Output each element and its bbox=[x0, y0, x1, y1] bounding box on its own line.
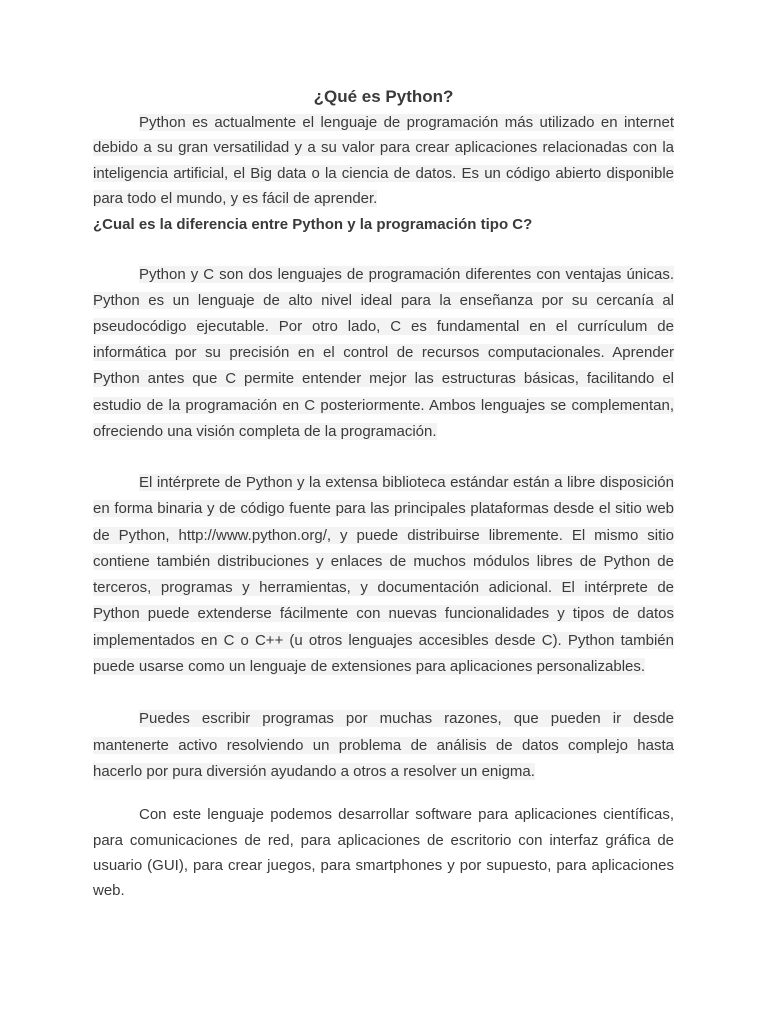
paragraph-interpreter bbox=[93, 470, 674, 680]
document-page bbox=[93, 84, 674, 904]
paragraph-reasons bbox=[93, 706, 674, 785]
paragraph-text: Puedes escribir programas por muchas razones, que pueden ir desde mantenerte activo resolviendo un problema de análisis de datos complejo hasta hacerlo por pura diversión ayudando a otros a resolver un enigma. bbox=[93, 710, 674, 780]
paragraph-text: El intérprete de Python y la extensa biblioteca estándar están a libre disposición en forma binaria y de código fuente para las principales plataformas desde el sitio web de Python, http://www.python.org/, y puede distribuirse libremente. El mismo sitio contiene también distribuciones y enlaces de muchos módulos libres de Python de terceros, programas y herramientas, y documentación adicional. El intérprete de Python puede extenderse fácilmente con nuevas funcionalidades y tipos de datos implementados en C o C++ (u otros lenguajes accesibles desde C). Python también puede usarse como un lenguaje de extensiones para aplicaciones personalizables. bbox=[93, 474, 674, 675]
paragraph-python-vs-c bbox=[93, 262, 674, 445]
intro-text: Python es actualmente el lenguaje de programación más utilizado en internet debido a su gran versatilidad y a su valor para crear aplicaciones relacionadas con la inteligencia artificial, el Big data o la ciencia de datos. Es un código abierto disponible para todo el mundo, y es fácil de aprender. bbox=[93, 114, 674, 208]
paragraph-applications bbox=[93, 802, 674, 903]
section-subheading: ¿Cual es la diferencia entre Python y la programación tipo C? bbox=[93, 215, 533, 233]
paragraph-text: Con este lenguaje podemos desarrollar software para aplicaciones científicas, para comunicaciones de red, para aplicaciones de escritorio con interfaz gráfica de usuario (GUI), para crear juegos, para smartphones y por supuesto, para aplicaciones web. bbox=[93, 806, 674, 900]
intro-paragraph bbox=[93, 110, 674, 212]
paragraph-text: Python y C son dos lenguajes de programación diferentes con ventajas únicas. Python es un lenguaje de alto nivel ideal para la enseñanza por su cercanía al pseudocódigo ejecutable. Por otro lado, C es fundamental en el currículum de informática por su precisión en el control de recursos computacionales. Aprender Python antes que C permite entender mejor las estructuras básicas, facilitando el estudio de la programación en C posteriormente. Ambos lenguajes se complementan, ofreciendo una visión completa de la programación. bbox=[93, 266, 674, 440]
document-title: ¿Qué es Python? bbox=[313, 87, 454, 106]
